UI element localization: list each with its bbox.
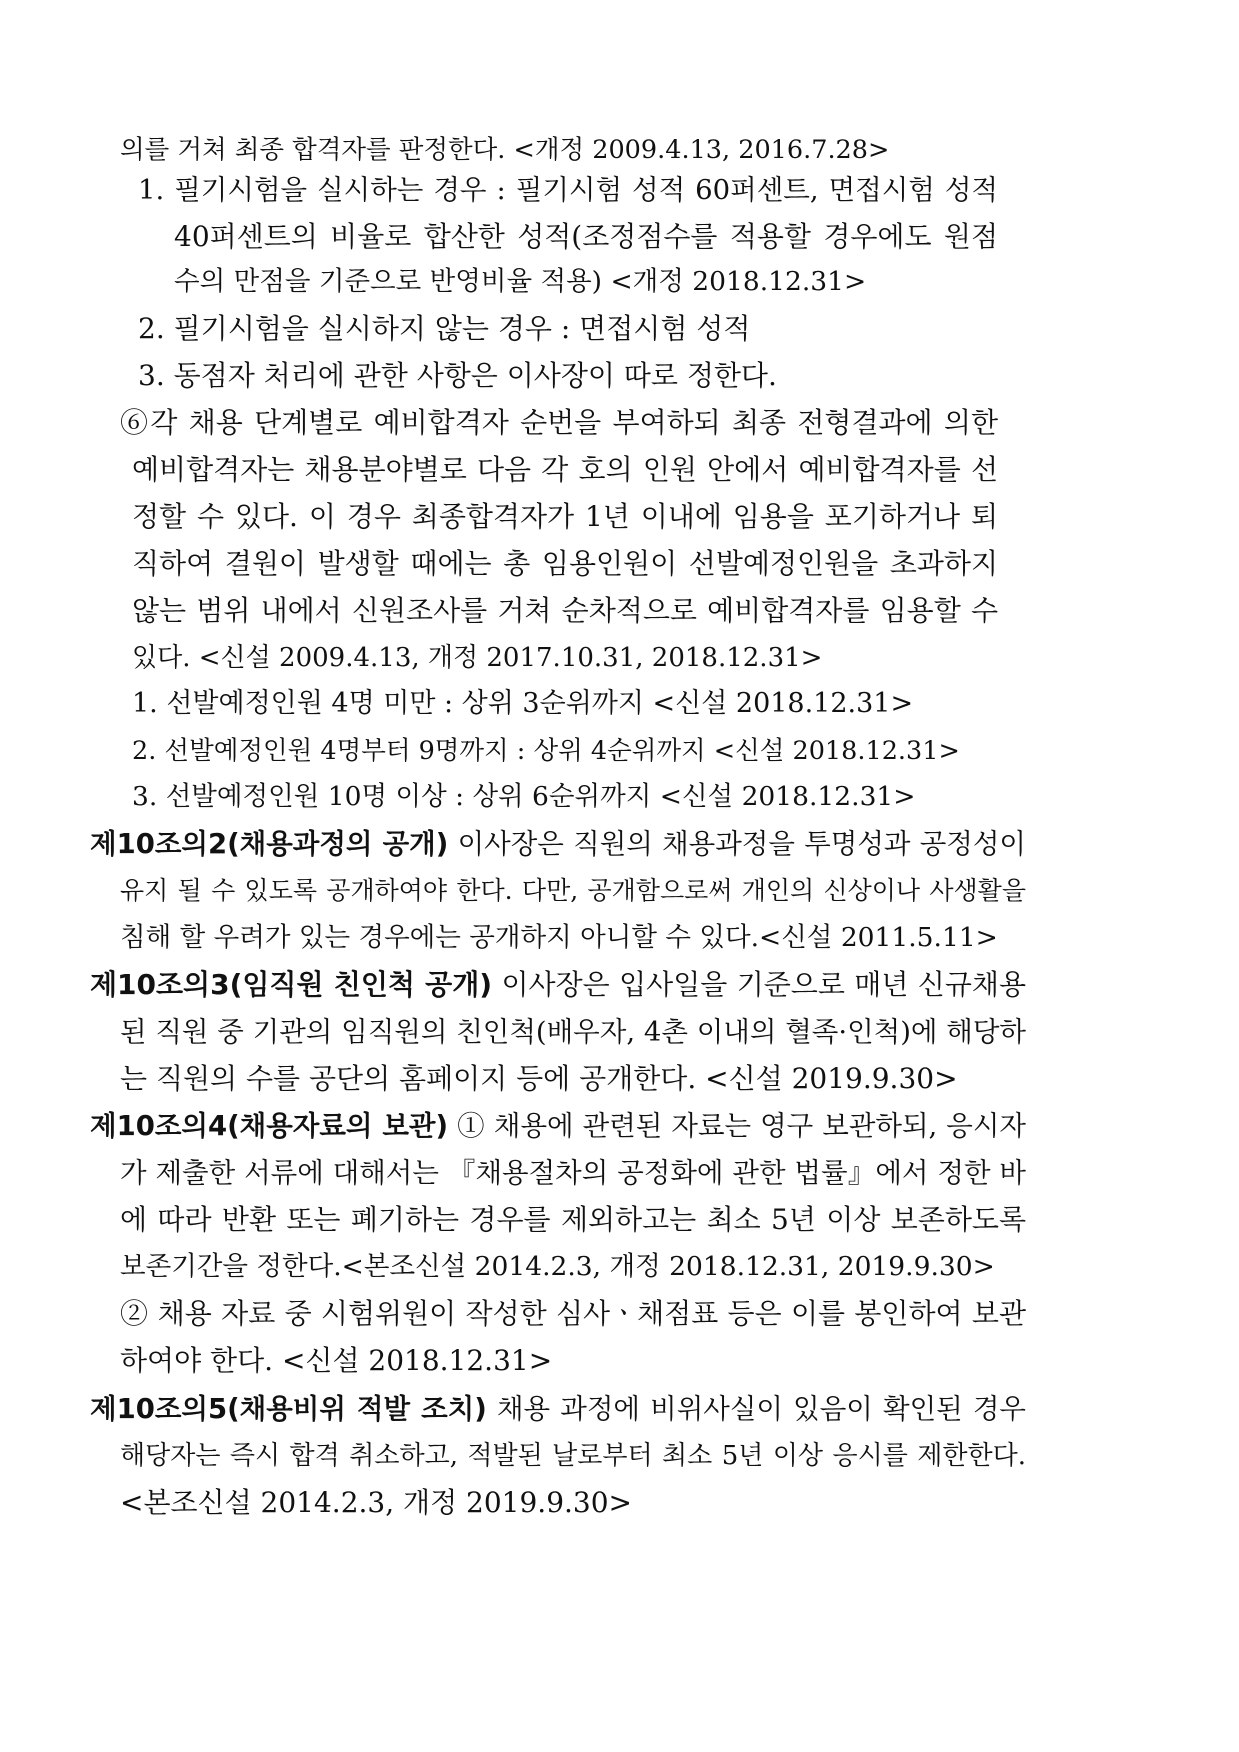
list-item-line: 40퍼센트의 비율로 합산한 성적(조정점수를 적용할 경우에도 원점 <box>174 220 998 253</box>
article-10-2-line: 유지 될 수 있도록 공개하여야 한다. 다만, 공개함으로써 개인의 신상이나 사생활을 <box>120 876 1026 905</box>
article-10-5-line: 해당자는 즉시 합격 취소하고, 적발된 날로부터 최소 5년 이상 응시를 제한한다. <box>120 1441 1026 1471</box>
article-10-5-heading: 제10조의5(채용비위 적발 조치) <box>90 1393 487 1425</box>
article-10-4-line: ② 채용 자료 중 시험위원이 작성한 심사ㆍ채점표 등은 이를 봉인하여 보관 <box>120 1297 1026 1330</box>
article-10-3-line: 된 직원 중 기관의 임직원의 친인척(배우자, 4촌 이내의 혈족·인척)에 해당하 <box>120 1016 1026 1048</box>
list-item-line: 2. 필기시험을 실시하지 않는 경우 : 면접시험 성적 <box>138 312 751 345</box>
paragraph-line: 예비합격자는 채용분야별로 다음 각 호의 인원 안에서 예비합격자를 선 <box>132 453 998 486</box>
article-10-4-first-line <box>90 1106 1026 1146</box>
article-10-2-first-line <box>90 824 1026 864</box>
article-10-3-text: 이사장은 입사일을 기준으로 매년 신규채용 <box>492 968 1026 1001</box>
article-10-4-line: 가 제출한 서류에 대해서는 『채용절차의 공정화에 관한 법률』에서 정한 바 <box>120 1157 1026 1189</box>
article-10-3-heading: 제10조의3(임직원 친인척 공개) <box>90 968 493 1001</box>
paragraph-line: 있다. <신설 2009.4.13, 개정 2017.10.31, 2018.12.31> <box>132 643 823 673</box>
article-10-4-line: 하여야 한다. <신설 2018.12.31> <box>120 1344 553 1377</box>
list-item-line: 3. 선발예정인원 10명 이상 : 상위 6순위까지 <신설 2018.12.31> <box>132 781 916 812</box>
article-10-4-text: ① 채용에 관련된 자료는 영구 보관하되, 응시자 <box>448 1110 1026 1142</box>
article-10-2-line: 침해 할 우려가 있는 경우에는 공개하지 아니할 수 있다.<신설 2011.5.11> <box>120 922 998 953</box>
list-item-line: 3. 동점자 처리에 관한 사항은 이사장이 따로 정한다. <box>138 359 777 392</box>
article-10-3-line: 는 직원의 수를 공단의 홈페이지 등에 공개한다. <신설 2019.9.30> <box>120 1062 958 1095</box>
article-10-3-first-line <box>90 965 1026 1005</box>
article-10-2-text: 이사장은 직원의 채용과정을 투명성과 공정성이 <box>448 828 1027 860</box>
list-item-line: 1. 필기시험을 실시하는 경우 : 필기시험 성적 60퍼센트, 면접시험 성적 <box>138 174 998 206</box>
article-10-5-first-line <box>90 1389 1026 1429</box>
list-item-line: 1. 선발예정인원 4명 미만 : 상위 3순위까지 <신설 2018.12.31> <box>132 688 914 719</box>
paragraph-line: 정할 수 있다. 이 경우 최종합격자가 1년 이내에 임용을 포기하거나 퇴 <box>132 500 998 533</box>
article-10-4-line: 에 따라 반환 또는 폐기하는 경우를 제외하고는 최소 5년 이상 보존하도록 <box>120 1203 1026 1236</box>
paragraph-line: 않는 범위 내에서 신원조사를 거쳐 순차적으로 예비합격자를 임용할 수 <box>132 594 998 627</box>
article-10-5-line: <본조신설 2014.2.3, 개정 2019.9.30> <box>120 1486 633 1519</box>
list-item-line: 2. 선발예정인원 4명부터 9명까지 : 상위 4순위까지 <신설 2018.12.31> <box>132 736 960 766</box>
article-10-4-line: 보존기간을 정한다.<본조신설 2014.2.3, 개정 2018.12.31, 2019.9.30> <box>120 1251 995 1282</box>
list-item-line: 수의 만점을 기준으로 반영비율 적용) <개정 2018.12.31> <box>174 266 867 297</box>
paragraph-line: 직하여 결원이 발생할 때에는 총 임용인원이 선발예정인원을 초과하지 <box>132 547 998 580</box>
article-10-5-text: 채용 과정에 비위사실이 있음이 확인된 경우 <box>486 1393 1026 1425</box>
article-10-4-heading: 제10조의4(채용자료의 보관) <box>90 1110 449 1142</box>
article-10-2-heading: 제10조의2(채용과정의 공개) <box>90 828 449 860</box>
paragraph-line: 의를 거쳐 최종 합격자를 판정한다. <개정 2009.4.13, 2016.7.28> <box>120 135 890 165</box>
paragraph-line: ⑥각 채용 단계별로 예비합격자 순번을 부여하되 최종 전형결과에 의한 <box>120 406 998 439</box>
